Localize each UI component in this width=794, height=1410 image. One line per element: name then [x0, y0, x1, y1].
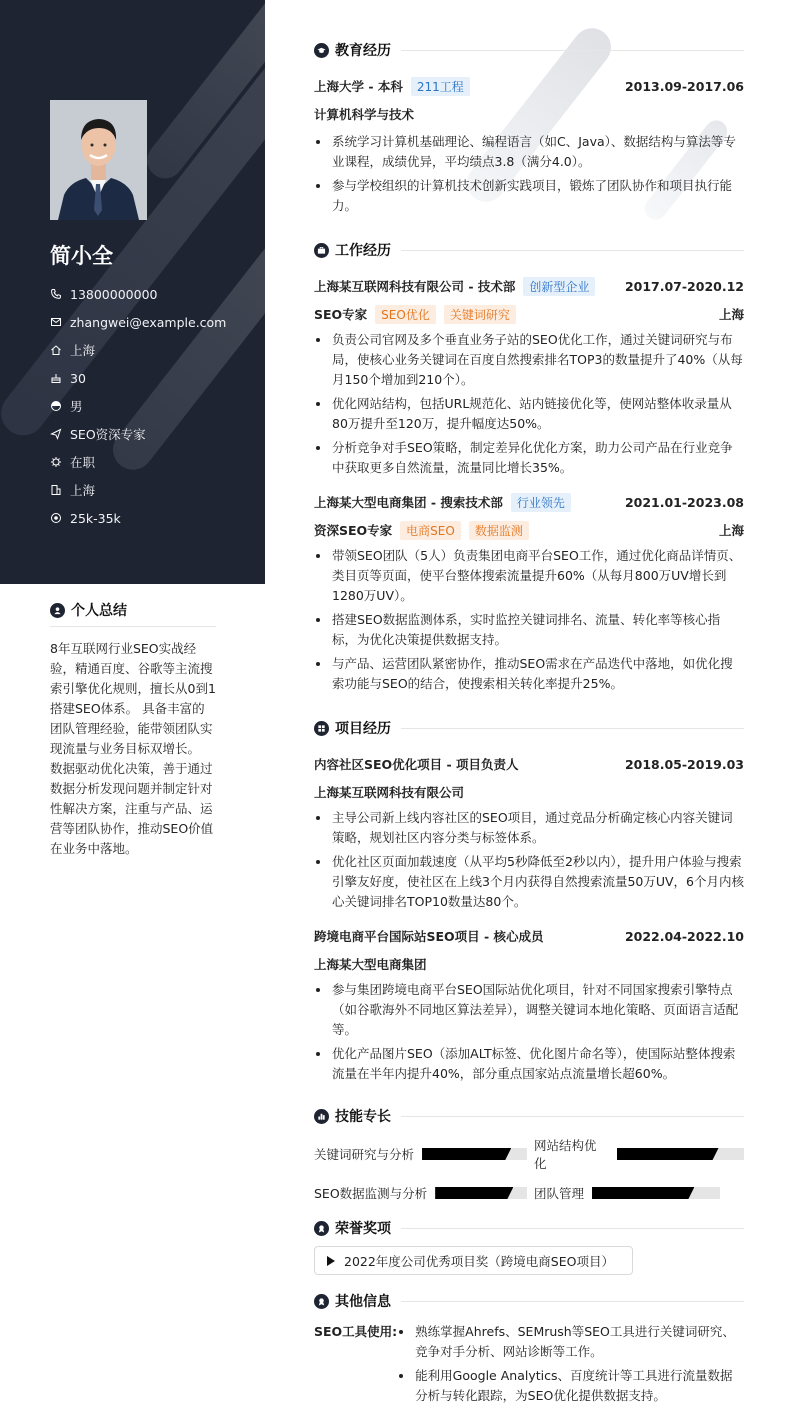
- job-date: 2017.07-2020.12: [624, 278, 744, 294]
- company-tag: 行业领先: [511, 493, 571, 512]
- project-bullets: [314, 980, 744, 1084]
- awards-heading: 荣誉奖项: [314, 1216, 744, 1240]
- job-role: 资深SEO专家 电商SEO 数据监测 上海: [314, 516, 744, 544]
- skill-level-bar: [435, 1187, 527, 1199]
- job-entry: [314, 488, 744, 694]
- project-org: 上海某大型电商集团: [314, 957, 427, 972]
- briefcase-icon: [314, 243, 329, 258]
- section-divider: [401, 50, 744, 51]
- other-label: SEO工具使用:: [314, 1324, 398, 1339]
- list-item: 优化产品图片SEO（添加ALT标签、优化图片命名等），使国际站整体搜索流量在半年内提升40%，部分重点国家站点流量增长超60%。: [314, 1044, 744, 1084]
- section-divider: [401, 1228, 744, 1229]
- award-icon: [314, 1221, 329, 1236]
- education-bullets: [314, 132, 744, 216]
- other-bullets: [397, 1322, 744, 1410]
- skill-tag: SEO优化: [375, 305, 436, 324]
- list-item: 与产品、运营团队紧密协作，推动SEO需求在产品迭代中落地，如优化搜索功能与SEO的结合，使搜索相关转化率提升25%。: [314, 654, 744, 694]
- bar-chart-icon: [314, 1109, 329, 1124]
- contact-work-city: 上海: [50, 476, 250, 504]
- section-divider: [401, 250, 744, 251]
- contact-phone: 13800000000: [50, 280, 250, 308]
- summary-section: [50, 600, 216, 859]
- education-heading: 教育经历: [314, 38, 744, 62]
- summary-heading: 个人总结: [50, 600, 216, 627]
- section-divider: [401, 1301, 744, 1302]
- list-item: 参与集团跨境电商平台SEO国际站优化项目，针对不同国家搜索引擎特点（如谷歌海外不同地区算法差异），调整关键词本地化策略、页面语言适配等。: [314, 980, 744, 1040]
- list-item: 能利用Google Analytics、百度统计等工具进行流量数据分析与转化跟踪，为SEO优化提供数据支持。: [397, 1366, 744, 1406]
- contact-salary: 25k-35k: [50, 504, 250, 532]
- section-divider: [401, 728, 744, 729]
- other-info: [314, 1319, 744, 1410]
- project-entry: [314, 922, 744, 1084]
- project-entry: [314, 750, 744, 912]
- info-icon: [314, 1294, 329, 1309]
- contact-age: 30: [50, 364, 250, 392]
- list-item: 系统学习计算机基础理论、编程语言（如C、Java）、数据结构与算法等专业课程，成绩优异，平均绩点3.8（满分4.0）。: [314, 132, 744, 172]
- skill-level-bar: [422, 1148, 527, 1160]
- profile-name: 简小全: [50, 244, 113, 268]
- summary-text: 8年互联网行业SEO实战经验，精通百度、谷歌等主流搜索引擎优化规则，擅长从0到1搭建SEO体系。 具备丰富的团队管理经验，能带领团队实现流量与业务目标双增长。 数据驱动优化决策，善于通过数据分析发现问题并制定针对性解决方案，注重与产品、运营等团队协作，推动SEO价值在业务中落地。: [50, 641, 216, 856]
- contact-gender: 男: [50, 392, 250, 420]
- list-item: 搭建SEO数据监测体系，实时监控关键词排名、流量、转化率等核心指标，为优化决策提供数据支持。: [314, 610, 744, 650]
- avatar: [50, 100, 147, 220]
- project-date: 2018.05-2019.03: [624, 756, 744, 772]
- list-item: 优化社区页面加载速度（从平均5秒降低至2秒以内），提升用户体验与搜索引擎友好度，使社区在上线3个月内获得自然搜索流量50万UV，6个月内核心关键词排名TOP10数量达80个。: [314, 852, 744, 912]
- skill-tag: 数据监测: [469, 521, 529, 540]
- project-date: 2022.04-2022.10: [624, 928, 744, 944]
- list-item: 负责公司官网及多个垂直业务子站的SEO优化工作，通过关键词研究与布局，使核心业务关键词在百度自然搜索排名TOP3的数量提升了40%（从每月150个增加到210个）。: [314, 330, 744, 390]
- job-location: 上海: [718, 307, 744, 322]
- project-header: 跨境电商平台国际站SEO项目 - 核心成员 2022.04-2022.10: [314, 928, 744, 944]
- contact-title: SEO资深专家: [50, 420, 250, 448]
- list-item: 主导公司新上线内容社区的SEO项目，通过竞品分析确定核心内容关键词策略，规划社区内容分类与标签体系。: [314, 808, 744, 848]
- education-header: 上海大学 - 本科 211工程 2013.09-2017.06: [314, 78, 744, 94]
- project-header: 内容社区SEO优化项目 - 项目负责人 2018.05-2019.03: [314, 756, 744, 772]
- cake-icon: [50, 372, 62, 384]
- job-date: 2021.01-2023.08: [624, 494, 744, 510]
- skill-item: 关键词研究与分析: [314, 1136, 534, 1172]
- job-location: 上海: [718, 523, 744, 538]
- phone-icon: [50, 288, 62, 300]
- skill-item: 网站结构优化: [534, 1136, 744, 1172]
- job-header: 上海某大型电商集团 - 搜索技术部 行业领先 2021.01-2023.08: [314, 494, 744, 510]
- skill-tag: 电商SEO: [400, 521, 461, 540]
- contact-status: 在职: [50, 448, 250, 476]
- list-item: 优化网站结构，包括URL规范化、站内链接优化等，使网站整体收录量从80万提升至120万，提升幅度达50%。: [314, 394, 744, 434]
- work-heading: 工作经历: [314, 238, 744, 262]
- list-item: 参与学校组织的计算机技术创新实践项目，锻炼了团队协作和项目执行能力。: [314, 176, 744, 216]
- job-entry: [314, 272, 744, 478]
- contact-city: 上海: [50, 336, 250, 364]
- list-item: 熟练掌握Ahrefs、SEMrush等SEO工具进行关键词研究、竞争对手分析、网站诊断等工作。: [397, 1322, 744, 1362]
- main-content: [314, 38, 744, 1410]
- skill-level-bar: [592, 1187, 720, 1199]
- projects-heading: 项目经历: [314, 716, 744, 740]
- gender-icon: [50, 400, 62, 412]
- education-major: 计算机科学与技术: [314, 107, 415, 122]
- other-heading: 其他信息: [314, 1289, 744, 1313]
- list-item: 分析竞争对手SEO策略，制定差异化优化方案，助力公司产品在行业竞争中获取更多自然流量，流量同比增长35%。: [314, 438, 744, 478]
- user-icon: [50, 603, 65, 618]
- section-divider: [401, 1116, 744, 1117]
- award-item[interactable]: 2022年度公司优秀项目奖（跨境电商SEO项目）: [314, 1246, 633, 1275]
- graduation-cap-icon: [314, 43, 329, 58]
- expand-triangle-icon[interactable]: [327, 1256, 335, 1266]
- mail-icon: [50, 316, 62, 328]
- job-role: SEO专家 SEO优化 关键词研究 上海: [314, 300, 744, 328]
- contact-list: [50, 280, 250, 532]
- job-header: 上海某互联网科技有限公司 - 技术部 创新型企业 2017.07-2020.12: [314, 278, 744, 294]
- grid-icon: [314, 721, 329, 736]
- job-bullets: [314, 330, 744, 478]
- skill-level-bar: [617, 1148, 744, 1160]
- skills-grid: [314, 1136, 744, 1202]
- company-tag: 创新型企业: [523, 277, 595, 296]
- skill-item: 团队管理: [534, 1184, 744, 1202]
- school-tag: 211工程: [411, 77, 470, 96]
- project-org: 上海某互联网科技有限公司: [314, 785, 465, 800]
- skill-tag: 关键词研究: [444, 305, 516, 324]
- skill-item: SEO数据监测与分析: [314, 1184, 534, 1202]
- salary-icon: [50, 512, 62, 524]
- education-date: 2013.09-2017.06: [624, 78, 744, 94]
- skills-heading: 技能专长: [314, 1104, 744, 1128]
- send-icon: [50, 428, 62, 440]
- list-item: 带领SEO团队（5人）负责集团电商平台SEO工作，通过优化商品详情页、类目页等页面，使平台整体搜索流量提升60%（从每月800万UV增长到1280万UV）。: [314, 546, 744, 606]
- home-icon: [50, 344, 62, 356]
- status-icon: [50, 456, 62, 468]
- project-bullets: [314, 808, 744, 912]
- sidebar-profile: [0, 0, 265, 584]
- building-icon: [50, 484, 62, 496]
- job-bullets: [314, 546, 744, 694]
- contact-email: zhangwei@example.com: [50, 308, 250, 336]
